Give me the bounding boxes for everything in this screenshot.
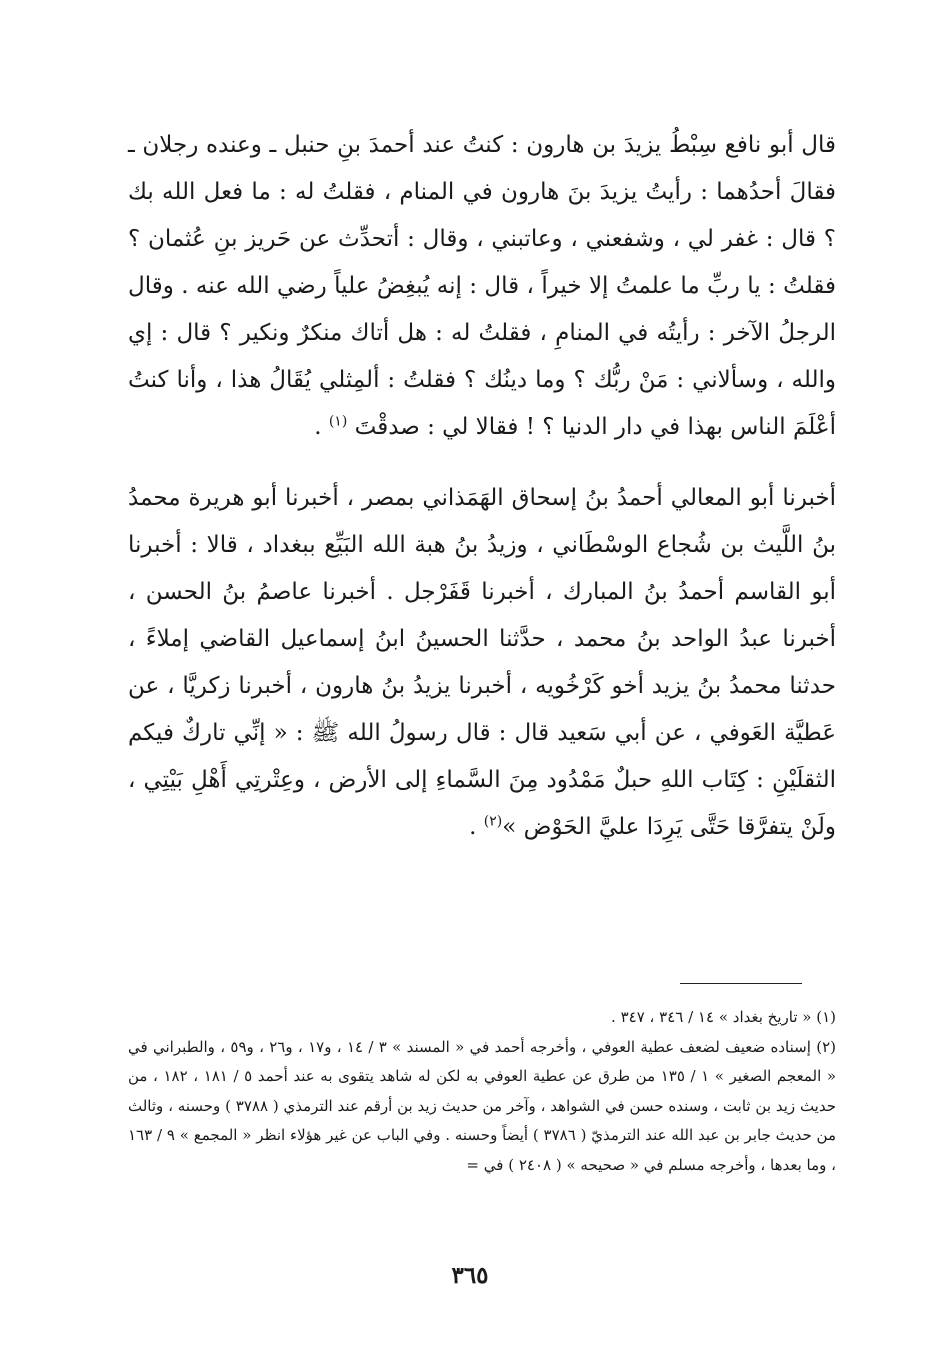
footnote-separator-line [680, 983, 802, 984]
footnote-reference-1: (١) [328, 413, 348, 430]
paragraph-dream-narration [128, 122, 836, 451]
footnote-reference-2: (٢) [483, 813, 503, 830]
paragraph-hadith-thaqalayn [128, 475, 836, 851]
paragraph-ending: . [314, 414, 329, 440]
main-text-body [128, 122, 836, 851]
paragraph-ending: . [469, 814, 484, 840]
paragraph-text: أخبرنا أبو المعالي أحمدُ بنُ إسحاق الهَمَذاني بمصر ، أخبرنا أبو هريرة محمدُ بنُ اللَّيث بن شُجاع الوسْطَاني ، وزيدُ بنُ هبة الله البَيِّع ببغداد ، قالا : أخبرنا أبو القاسم أحمدُ بنُ المبارك ، أخبرنا قَفَرْجل . أخبرنا عاصمُ بنُ الحسن ، أخبرنا عبدُ الواحد بنُ محمد ، حدَّثنا الحسينُ ابنُ إسماعيل القاضي إملاءً ، حدثنا محمدُ بنُ يزيد أخو كَرْخُويه ، أخبرنا يزيدُ بنُ هارون ، أخبرنا زكريَّا ، عن عَطيَّة العَوفي ، عن أبي سَعيد قال : قال رسولُ الله ﷺ : « إنِّي تاركٌ فيكم الثقلَيْنِ : كِتَاب اللهِ حبلٌ مَمْدُود مِنَ السَّماءِ إلى الأرض ، وعِتْرتِي أَهْلِ بَيْتِي ، ولَنْ يتفرَّقا حَتَّى يَرِدَا عليَّ الحَوْض » [128, 485, 836, 840]
page-number: ٣٦٥ [451, 1262, 489, 1289]
footnotes-section [128, 1003, 836, 1180]
paragraph-text: قال أبو نافع سِبْطُ يزيدَ بن هارون : كنتُ عند أحمدَ بنِ حنبل ـ وعنده رجلان ـ فقالَ أحدُهما : رأيتُ يزيدَ بنَ هارون في المنام ، فقلتُ له : ما فعل الله بك ؟ قال : غفر لي ، وشفعني ، وعاتبني ، وقال : أتحدِّث عن حَريز بنِ عُثمان ؟ فقلتُ : يا ربِّ ما علمتُ إلا خيراً ، قال : إنه يُبغِضُ علياً رضي الله عنه . وقال الرجلُ الآخر : رأيتُه في المنامِ ، فقلتُ له : هل أتاك منكرٌ ونكير ؟ قال : إي والله ، وسألاني : مَنْ ربُّك ؟ وما دينُك ؟ فقلتُ : ألمِثلي يُقَالُ هذا ، وأنا كنتُ أعْلَمَ الناس بهذا في دار الدنيا ؟ ! فقالا لي : صدقْتَ [128, 132, 836, 440]
footnote-1: (١) « تاريخ بغداد » ١٤ / ٣٤٦ ، ٣٤٧ . [611, 1008, 836, 1026]
footnote-2: (٢) إسناده ضعيف لضعف عطية العوفي ، وأخرجه أحمد في « المسند » ٣ / ١٤ ، و١٧ ، و٢٦ ، و٥٩ ، والطبراني في « المعجم الصغير » ١ / ١٣٥ من طرق عن عطية العوفي به لكن له شاهد يتقوى به عند أحمد ٥ / ١٨١ ، ١٨٢ ، من حديث زيد بن ثابت ، وسنده حسن في الشواهد ، وآخر من حديث زيد بن أرقم عند الترمذي ( ٣٧٨٨ ) وحسنه ، وثالث من حديث جابر بن عبد الله عند الترمذيّ ( ٣٧٨٦ ) أيضاً وحسنه . وفي الباب عن غير هؤلاء انظر « المجمع » ٩ / ١٦٣ ، وما بعدها ، وأخرجه مسلم في « صحيحه » ( ٢٤٠٨ ) في = [128, 1037, 837, 1174]
